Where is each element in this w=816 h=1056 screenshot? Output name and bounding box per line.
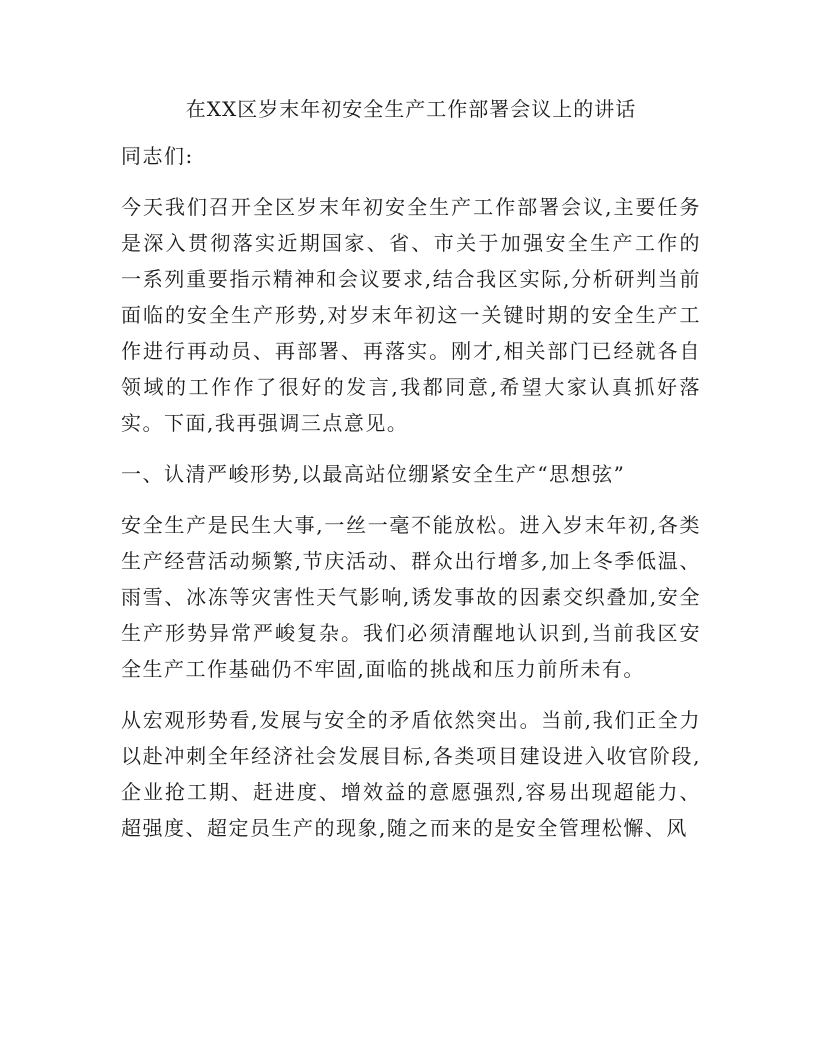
paragraph-intro: 今天我们召开全区岁末年初安全生产工作部署会议,主要任务是深入贯彻落实近期国家、省、市关于加强安全生产工作的一系列重要指示精神和会议要求,结合我区实际,分析研判当前面临的安全生产形势,对岁末年初这一关键时期的安全生产工作进行再动员、再部署、再落实。刚才,相关部门已经就各自领域的工作作了很好的发言,我都同意,希望大家认真抓好落实。下面,我再强调三点意见。 (121, 195, 701, 435)
section-heading-1: 一、认清严峻形势,以最高站位绷紧安全生产“思想弦” (121, 462, 626, 486)
salutation: 同志们: (121, 144, 194, 168)
paragraph-situation: 安全生产是民生大事,一丝一毫不能放松。进入岁末年初,各类生产经营活动频繁,节庆活动、群众出行增多,加上冬季低温、雨雪、冰冻等灾害性天气影响,诱发事故的因素交织叠加,安全生产形势异常严峻复杂。我们必须清醒地认识到,当前我区安全生产工作基础仍不牢固,面临的挑战和压力前所未有。 (121, 513, 701, 681)
paragraph-macro: 从宏观形势看,发展与安全的矛盾依然突出。当前,我们正全力以赴冲刺全年经济社会发展目标,各类项目建设进入收官阶段,企业抢工期、赶进度、增效益的意愿强烈,容易出现超能力、超强度、超定员生产的现象,随之而来的是安全管理松懈、风 (121, 708, 701, 840)
document-title: 在XX区岁末年初安全生产工作部署会议上的讲话 (185, 97, 637, 121)
document-page (121, 88, 701, 861)
